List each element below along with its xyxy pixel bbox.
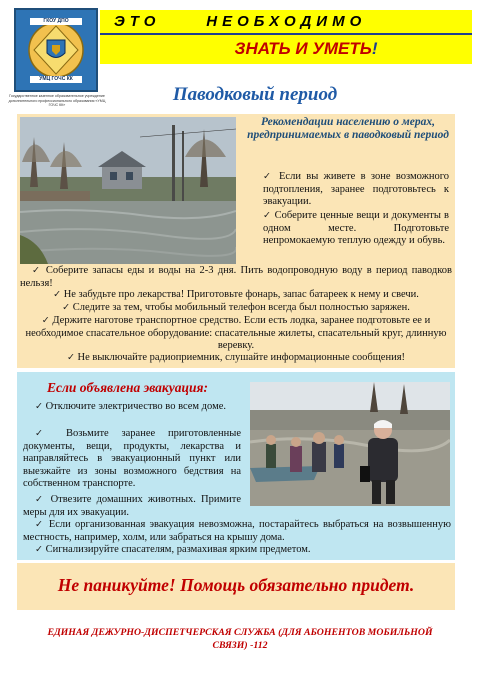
check-icon: ✓	[263, 172, 274, 182]
recommendation-item	[20, 315, 452, 353]
check-icon: ✓	[62, 303, 71, 313]
check-icon: ✓	[35, 495, 46, 505]
recommendation-text: Не выключайте радиоприемник, слушайте информационные сообщения!	[77, 352, 406, 363]
check-icon: ✓	[35, 429, 54, 439]
recommendation-text: Соберите запасы еды и воды на 2-3 дня. Пить водопроводную воду в период паводков нельзя!	[20, 265, 452, 289]
check-icon: ✓	[35, 520, 45, 530]
evacuation-item	[23, 401, 241, 414]
evacuation-item	[23, 428, 241, 491]
check-icon: ✓	[32, 266, 42, 276]
evacuation-heading: Если объявлена эвакуация:	[47, 380, 208, 395]
recommendation-text: Следите за тем, чтобы мобильный телефон всегда был полностью заряжен.	[72, 302, 410, 313]
page-title: Паводковый период	[172, 84, 338, 105]
banner-bottom-words: ЗНАТЬ И УМЕТЬ	[234, 39, 372, 58]
check-icon: ✓	[53, 290, 62, 300]
evacuation-text: Отключите электричество во всем доме.	[45, 401, 227, 412]
evacuation-item	[23, 494, 241, 519]
logo-caption: Государственное казенное образовательное учреждение дополнительного профессионального образования «УМЦ ГОЧС КК»	[8, 94, 106, 107]
recommendation-item	[20, 302, 452, 315]
footer-hotline: ЕДИНАЯ ДЕЖУРНО-ДИСПЕТЧЕРСКАЯ СЛУЖБА (ДЛЯ АБОНЕНТОВ МОБИЛЬНОЙ СВЯЗИ) -112	[47, 627, 433, 651]
banner-top-text: ЭТО НЕОБХОДИМО	[114, 13, 367, 30]
banner-exclamation: !	[371, 39, 378, 58]
header-banner	[100, 10, 472, 64]
emblem-logo	[14, 8, 98, 92]
evacuation-text: Если организованная эвакуация невозможна, постарайтесь выбраться на возвышенную местность, например, холм, или забраться на крышу дома.	[23, 519, 451, 543]
recommendations-heading: Рекомендации населению о мерах, предпринимаемых в паводковый период	[247, 116, 449, 141]
check-icon: ✓	[35, 545, 43, 555]
recommendation-item	[263, 210, 449, 248]
evacuation-text: Возьмите заранее приготовленные документы, вещи, продукты, лекарства и направляйтесь в эвакуационный пункт или выезжайте из зоны возможного бедствия на собственном транспорте.	[23, 428, 241, 489]
check-icon: ✓	[66, 353, 75, 363]
banner-bottom-text	[100, 39, 472, 61]
recommendation-item	[20, 265, 452, 290]
panic-message: Не паникуйте! Помощь обязательно придет.	[57, 575, 415, 595]
banner-divider	[100, 33, 472, 35]
check-icon: ✓	[263, 211, 272, 221]
recommendation-item	[20, 289, 452, 302]
recommendation-item	[20, 352, 452, 365]
flooded-village-image	[20, 117, 236, 264]
flood-photo	[20, 117, 236, 264]
evacuation-item	[23, 544, 451, 557]
logo-top-text: ГКОУ ДПО	[43, 18, 69, 24]
check-icon: ✓	[35, 402, 43, 412]
evacuation-text: Сигнализируйте спасателям, размахивая ярким предметом.	[45, 544, 311, 555]
evacuation-text: Отвезите домашних животных. Примите меры для их эвакуации.	[23, 494, 242, 518]
recommendation-item	[263, 171, 449, 209]
panic-section	[17, 563, 455, 610]
recommendation-text: Держите наготове транспортное средство. Если есть лодка, заранее подготовьте ее и необходимое спасательное оборудование: спасательные жилеты, спасательный круг, длинную веревку.	[25, 315, 447, 351]
evacuation-section	[17, 372, 455, 560]
evacuation-item	[23, 519, 451, 544]
recommendations-section	[17, 114, 455, 368]
recommendation-text: Соберите ценные вещи и документы в одном месте. Подготовьте непромокаемую теплую одежду и обувь.	[263, 210, 450, 246]
evacuation-people-image	[250, 382, 450, 506]
evacuation-photo	[250, 382, 450, 506]
recommendation-text: Не забудьте про лекарства! Приготовьте фонарь, запас батареек к нему и свечи.	[63, 289, 419, 300]
logo-bottom-text: УМЦ ГОЧС КК	[39, 76, 73, 82]
check-icon: ✓	[41, 316, 50, 326]
recommendation-text: Если вы живете в зоне возможного подтопления, заранее подготовьтесь к эвакуации.	[263, 171, 450, 207]
